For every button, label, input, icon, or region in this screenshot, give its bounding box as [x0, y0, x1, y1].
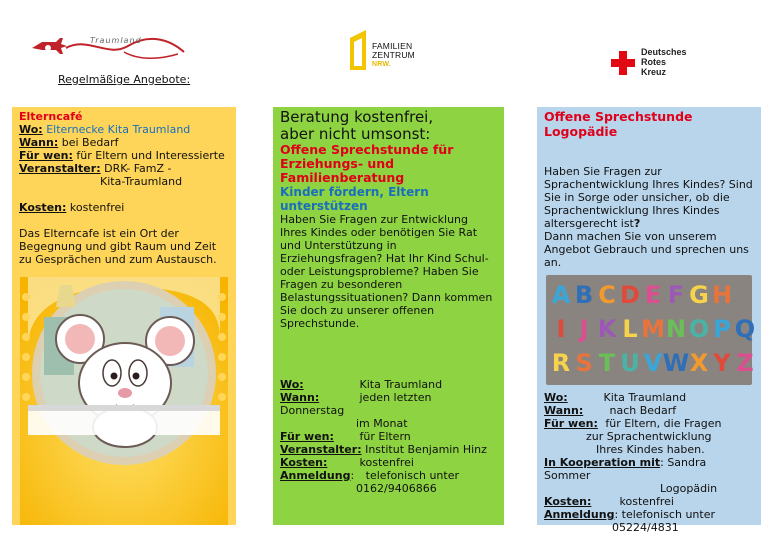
c1-fuer-label: Für wen:: [19, 149, 73, 162]
drk-line1: Deutsches: [641, 47, 687, 57]
c3-paragraph1-qmark: ?: [633, 217, 641, 230]
c3-title1: Offene Sprechstunde: [544, 109, 693, 124]
felt-letter-j: J: [579, 315, 589, 343]
drk-line2: Rotes: [641, 57, 667, 67]
felt-letter-i: I: [556, 315, 566, 343]
red-cross-icon: [611, 51, 635, 75]
felt-letter-d: D: [620, 281, 640, 309]
felt-letter-a: A: [551, 281, 571, 309]
c3-koop-colon: : Sandra: [660, 456, 707, 469]
c2-fuer-row: [280, 430, 497, 443]
c2-kosten-value: kostenfrei: [359, 456, 414, 469]
c1-veranst-label: Veranstalter:: [19, 162, 101, 175]
c3-kosten-value: kostenfrei: [619, 495, 674, 508]
c2-heading2: aber nicht umsonst:: [280, 125, 431, 143]
felt-letter-h: H: [711, 281, 733, 309]
felt-letter-m: M: [641, 315, 665, 343]
c2-veranst-label: Veranstalter:: [280, 443, 362, 456]
c1-wann-label: Wann:: [19, 136, 59, 149]
c2-wo-value: Kita Traumland: [359, 378, 443, 391]
c2-red-title: Offene Sprechstunde für Erziehungs- und Familienberatung: [280, 142, 454, 185]
c2-wann-row: [280, 391, 497, 417]
c3-wann-row: [544, 404, 754, 417]
felt-letter-g: G: [689, 281, 709, 309]
drk-line3: Kreuz: [641, 67, 667, 77]
felt-letter-n: N: [665, 315, 687, 343]
c1-wo-value: Elternecke Kita Traumland: [46, 123, 191, 136]
felt-letters-image: [546, 275, 756, 385]
c2-paragraph: Haben Sie Fragen zur Entwicklung Ihres Kindes oder benötigen Sie Rat und Unterstützung in Erziehungsfragen? Hat Ihr Kind Schul- oder Leistungsprobleme? Haben Sie Fragen zu besonderen Belastungssituationen? Dann kommen Sie doch zu unserer offenen Sprechstunde.: [280, 213, 493, 330]
felt-letter-z: Z: [736, 349, 754, 377]
felt-letter-b: B: [574, 281, 594, 309]
fz-line2: ZENTRUM: [372, 50, 415, 60]
felt-letter-t: T: [598, 349, 616, 377]
c1-wo-row: [19, 123, 229, 136]
c2-anmeld-value1: telefonisch unter: [365, 469, 459, 482]
c3-koop-value3: Logopädin: [660, 482, 718, 495]
drk-logo: [611, 47, 701, 77]
c2-wo-label: Wo:: [280, 378, 304, 391]
c1-veranst-value2: Kita-Traumland: [100, 175, 183, 188]
c1-wo-label: Wo:: [19, 123, 43, 136]
felt-letter-p: P: [713, 315, 731, 343]
c3-fuer-value1: für Eltern, die Fragen: [605, 417, 722, 430]
c1-wann-value: bei Bedarf: [61, 136, 119, 149]
c3-anmeld-label: Anmeldung: [544, 508, 615, 521]
familienzentrum-mark-icon: [350, 30, 370, 70]
c3-paragraph1: Haben Sie Fragen zur Sprachentwicklung Ihres Kindes? Sind Sie in Sorge oder unsicher, ob die Sprachentwicklung Ihres Kindes altersgerecht ist?: [544, 165, 753, 230]
felt-letter-l: L: [622, 315, 638, 343]
c1-veranst-row: [19, 162, 229, 175]
c3-wann-value: nach Bedarf: [609, 404, 677, 417]
c2-anmeld-colon: :: [350, 469, 355, 482]
c3-wo-row: [544, 391, 754, 404]
c1-paragraph: Das Elterncafe ist ein Ort der Begegnung und gibt Raum und Zeit zu Gesprächen und zum Austausch.: [19, 227, 217, 266]
felt-letter-c: C: [598, 281, 616, 309]
c2-veranst-row: [280, 443, 497, 456]
c3-anmeld-row: [544, 508, 754, 521]
c2-fuer-label: Für wen:: [280, 430, 334, 443]
c2-anmeld-label: Anmeldung: [280, 469, 351, 482]
c2-wo-row: [280, 378, 497, 391]
c3-wann-label: Wann:: [544, 404, 584, 417]
c1-fuer-value: für Eltern und Interessierte: [76, 149, 225, 162]
c3-koop-label: In Kooperation mit: [544, 456, 661, 469]
c2-anmeld-value2: 0162/9406866: [356, 482, 437, 495]
c3-koop-value2: Sommer: [544, 469, 591, 482]
elterncafe-panel: [12, 107, 236, 525]
c2-wann-label: Wann:: [280, 391, 320, 404]
traumland-logo: [28, 30, 188, 66]
c3-koop-row: [544, 456, 754, 469]
c2-fuer-value: für Eltern: [359, 430, 411, 443]
elterncafe-title: Elterncafé: [19, 110, 83, 123]
felt-letter-f: F: [667, 281, 685, 309]
c3-anmeld-value1: : telefonisch unter: [614, 508, 715, 521]
c2-kosten-row: [280, 456, 497, 469]
fz-line3: NRW.: [372, 61, 391, 68]
felt-letter-v: V: [643, 349, 663, 377]
c2-heading1: Beratung kostenfrei,: [280, 108, 434, 126]
familienzentrum-logo: [350, 30, 430, 74]
traumland-logo-text: Traumland: [90, 36, 142, 45]
felt-letter-k: K: [597, 315, 617, 343]
c1-kosten-label: Kosten:: [19, 201, 67, 214]
c3-anmeld-value2: 05224/4831: [612, 521, 679, 534]
felt-letter-s: S: [575, 349, 593, 377]
c3-kosten-row: [544, 495, 754, 508]
erziehungsberatung-panel: [273, 107, 504, 525]
felt-letter-q: Q: [734, 315, 756, 343]
c2-wann-value1: jeden letzten Donnerstag: [280, 391, 432, 417]
logopaedie-panel: [537, 107, 761, 534]
subtitle: Regelmäßige Angebote:: [58, 73, 191, 86]
c2-veranst-value: Institut Benjamin Hinz: [365, 443, 487, 456]
felt-letter-w: W: [662, 349, 690, 377]
c3-kosten-label: Kosten:: [544, 495, 592, 508]
felt-letter-u: U: [620, 349, 640, 377]
felt-letter-e: E: [644, 281, 662, 309]
c3-title2: Logopädie: [544, 124, 618, 139]
c2-blue-title: Kinder fördern, Eltern unterstützen: [280, 185, 429, 213]
c1-kosten-row: [19, 201, 229, 214]
mouse-illustration: [20, 277, 228, 525]
felt-letter-y: Y: [713, 349, 731, 377]
c2-anmeld-row: [280, 469, 497, 482]
c3-fuer-value3: Ihres Kindes haben.: [596, 443, 705, 456]
c1-wann-row: [19, 136, 229, 149]
c2-kosten-label: Kosten:: [280, 456, 328, 469]
felt-letter-o: O: [688, 315, 710, 343]
c1-kosten-value: kostenfrei: [69, 201, 125, 214]
c3-fuer-label: Für wen:: [544, 417, 598, 430]
c3-wo-value: Kita Traumland: [603, 391, 687, 404]
c3-wo-label: Wo:: [544, 391, 568, 404]
c1-fuer-row: [19, 149, 229, 162]
c1-veranst-value1: DRK- FamZ -: [104, 162, 172, 175]
c3-fuer-row: [544, 417, 754, 430]
felt-letter-r: R: [551, 349, 571, 377]
felt-letter-x: X: [689, 349, 709, 377]
c3-fuer-value2: zur Sprachentwicklung: [586, 430, 712, 443]
c2-wann-value2: im Monat: [356, 417, 408, 430]
c3-paragraph2: Dann machen Sie von unserem Angebot Gebrauch und sprechen uns an.: [544, 230, 749, 269]
fz-line1: FAMILIEN: [372, 41, 413, 51]
